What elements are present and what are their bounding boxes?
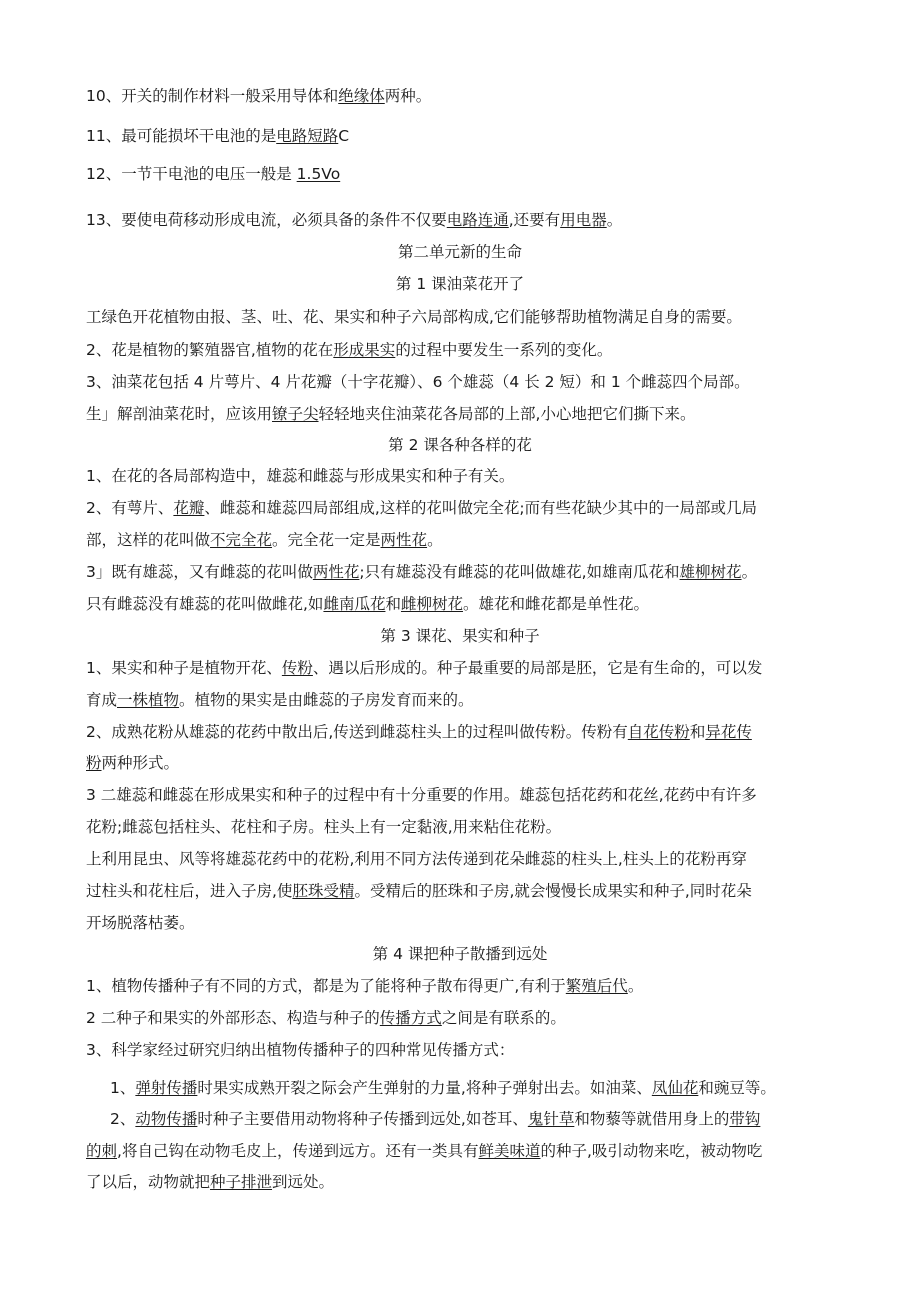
text-run: 花粉;雌蕊包括柱头、花柱和子房。柱头上有一定黏液,用来粘住花粉。 (86, 818, 562, 836)
text-run: 3、科学家经过研究归纳出植物传播种子的四种常见传播方式： (86, 1041, 515, 1059)
text-run: 第 1 课油菜花开了 (395, 275, 525, 293)
underlined-term: 异花传 (705, 723, 752, 741)
text-run: 第 3 课花、果实和种子 (380, 627, 540, 645)
text-run: 只有雌蕊没有雄蕊的花叫做雌花,如 (86, 595, 324, 613)
underlined-term: 形成果实 (333, 341, 396, 359)
underlined-term: 凤仙花 (651, 1079, 699, 1097)
paragraph (86, 164, 340, 184)
paragraph (86, 594, 649, 614)
paragraph (86, 785, 757, 805)
underlined-term: 带钩 (729, 1110, 761, 1128)
paragraph (86, 307, 742, 327)
underlined-term: 不完全花 (210, 531, 273, 549)
underlined-term: 胚珠受精 (292, 882, 355, 900)
text-run: 的过程中要发生一系列的变化。 (395, 341, 613, 359)
underlined-term: 两性花 (380, 531, 428, 549)
lesson-heading (0, 274, 920, 294)
text-run: 轻轻地夹住油菜花各局部的上部,小心地把它们撕下来。 (318, 405, 696, 423)
text-run: 3」既有雄蕊，又有雌蕊的花叫做 (86, 563, 313, 581)
text-run: 到远处。 (272, 1173, 335, 1191)
text-run: 第 4 课把种子散播到远处 (372, 945, 548, 963)
text-run: 。受精后的胚珠和子房,就会慢慢长成果实和种子,同时花朵 (354, 882, 752, 900)
underlined-term: 雌柳树花 (400, 595, 463, 613)
text-run: 1、在花的各局部构造中，雄蕊和雌蕊与形成果实和种子有关。 (86, 467, 515, 485)
underlined-term: 用电器 (560, 211, 607, 229)
text-run: 部，这样的花叫做 (86, 531, 211, 549)
paragraph (86, 340, 612, 360)
text-run: 生」解剖油菜花时，应该用 (86, 405, 273, 423)
paragraph (86, 913, 195, 933)
paragraph (86, 849, 747, 869)
paragraph (86, 817, 561, 837)
text-run: 2、成熟花粉从雄蕊的花药中散出后,传送到雌蕊柱头上的过程叫做传粉。传粉有 (86, 723, 628, 741)
text-run: C (338, 127, 350, 145)
underlined-term: 的刺 (86, 1142, 118, 1160)
text-run: 开场脱落枯萎。 (86, 914, 195, 932)
paragraph (86, 722, 752, 742)
text-run: 第 2 课各种各样的花 (388, 436, 532, 454)
underlined-term: 动物传播 (135, 1110, 198, 1128)
text-run: ,还要有 (508, 211, 561, 229)
text-run: 2、 (110, 1110, 136, 1128)
underlined-term: 一株植物 (117, 691, 180, 709)
text-run: 。完全花一定是 (272, 531, 381, 549)
text-run: 上利用昆虫、风等将雄蕊花药中的花粉,利用不同方法传递到花朵雌蕊的柱头上,柱头上的花粉再穿 (86, 850, 747, 868)
underlined-term: 1.5Vo (296, 165, 341, 183)
paragraph (86, 404, 695, 424)
underlined-term: 花瓣 (173, 499, 205, 517)
text-run: 。 (741, 563, 758, 581)
underlined-term: 繁殖后代 (565, 977, 628, 995)
text-run: ;只有雄蕊没有雌蕊的花叫做雄花,如雄南瓜花和 (359, 563, 680, 581)
underlined-term: 粉 (86, 754, 102, 772)
underlined-term: 鲜美味道 (478, 1142, 541, 1160)
text-run: 育成 (86, 691, 118, 709)
lesson-heading (0, 944, 920, 964)
text-run: 13、要使电荷移动形成电流，必须具备的条件不仅要 (86, 211, 447, 229)
text-run: 10、开关的制作材料一般采用导体和 (86, 87, 339, 105)
text-run: 和豌豆等。 (698, 1079, 776, 1097)
paragraph (86, 466, 514, 486)
text-run: 1、植物传播种子有不同的方式，都是为了能将种子散布得更广,有利于 (86, 977, 566, 995)
text-run: 时种子主要借用动物将种子传播到远处,如苍耳、 (197, 1110, 528, 1128)
text-run: 的种子,吸引动物来吃，被动物吃 (540, 1142, 763, 1160)
text-run: 12、一节干电池的电压一般是 (86, 165, 297, 183)
underlined-term: 传播方式 (379, 1009, 442, 1027)
text-run: 。 (427, 531, 443, 549)
paragraph (86, 530, 443, 550)
paragraph (86, 976, 643, 996)
text-run: 。 (627, 977, 644, 995)
paragraph (86, 881, 752, 901)
text-run: 2、花是植物的繁殖器官,植物的花在 (86, 341, 334, 359)
underlined-term: 传粉 (281, 659, 313, 677)
paragraph (86, 1008, 566, 1028)
text-run: 3 二雄蕊和雌蕊在形成果实和种子的过程中有十分重要的作用。雄蕊包括花药和花丝,花药中有许多 (86, 786, 757, 804)
underlined-term: 绝缘体 (338, 87, 385, 105)
paragraph (86, 1141, 762, 1161)
text-run: 。植物的果实是由雌蕊的子房发育而来的。 (179, 691, 474, 709)
lesson-heading (0, 626, 920, 646)
text-run: 工绿色开花植物由报、茎、吐、花、果实和种子六局部构成,它们能够帮助植物满足自身的需要。 (86, 308, 742, 326)
underlined-term: 弹射传播 (135, 1079, 198, 1097)
text-run: 过柱头和花柱后，进入子房,使 (86, 882, 293, 900)
text-run: 第二单元新的生命 (397, 243, 522, 261)
text-run: 和物藜等就借用身上的 (574, 1110, 730, 1128)
paragraph (86, 753, 179, 773)
underlined-term: 两性花 (312, 563, 360, 581)
text-run: 两种。 (384, 87, 432, 105)
paragraph (86, 210, 622, 230)
text-run: 两种形式。 (101, 754, 180, 772)
section-heading (0, 242, 920, 262)
paragraph (86, 690, 474, 710)
underlined-term: 电路短路 (276, 127, 339, 145)
paragraph (86, 1040, 514, 1060)
underlined-term: 自花传粉 (627, 723, 690, 741)
underlined-term: 种子排泄 (210, 1173, 273, 1191)
text-run: ,将自己钩在动物毛皮上，传递到远方。还有一类具有 (117, 1142, 479, 1160)
underlined-term: 雄柳树花 (679, 563, 742, 581)
paragraph (86, 86, 431, 106)
underlined-term: 镣子尖 (272, 405, 319, 423)
text-run: 。雄花和雌花都是单性花。 (462, 595, 649, 613)
text-run: 2、有萼片、 (86, 499, 174, 517)
paragraph (110, 1109, 760, 1129)
text-run: 和 (385, 595, 401, 613)
underlined-term: 电路连通 (446, 211, 509, 229)
underlined-term: 鬼针草 (527, 1110, 575, 1128)
paragraph (86, 498, 757, 518)
text-run: 时果实成熟开裂之际会产生弹射的力量,将种子弹射出去。如油菜、 (197, 1079, 652, 1097)
paragraph (86, 562, 757, 582)
text-run: 、雌蕊和雄蕊四局部组成,这样的花叫做完全花;而有些花缺少其中的一局部或几局 (204, 499, 758, 517)
paragraph (86, 372, 750, 392)
text-run: 1、 (110, 1079, 136, 1097)
text-run: 和 (689, 723, 706, 741)
text-run: 3、油菜花包括 4 片萼片、4 片花瓣（十字花瓣）、6 个雄蕊（4 长 2 短）和 1 个雌蕊四个局部。 (86, 373, 750, 391)
text-run: 。 (606, 211, 623, 229)
text-run: 之间是有联系的。 (441, 1009, 566, 1027)
lesson-heading (0, 435, 920, 455)
paragraph (86, 1172, 334, 1192)
text-run: 1、果实和种子是植物开花、 (86, 659, 282, 677)
text-run: 了以后，动物就把 (86, 1173, 211, 1191)
text-run: 2 二种子和果实的外部形态、构造与种子的 (86, 1009, 380, 1027)
underlined-term: 雌南瓜花 (323, 595, 386, 613)
paragraph (86, 126, 349, 146)
text-run: 11、最可能损坏干电池的是 (86, 127, 277, 145)
text-run: 、遇以后形成的。种子最重要的局部是胚，它是有生命的，可以发 (312, 659, 763, 677)
paragraph (86, 658, 762, 678)
paragraph (110, 1078, 776, 1098)
